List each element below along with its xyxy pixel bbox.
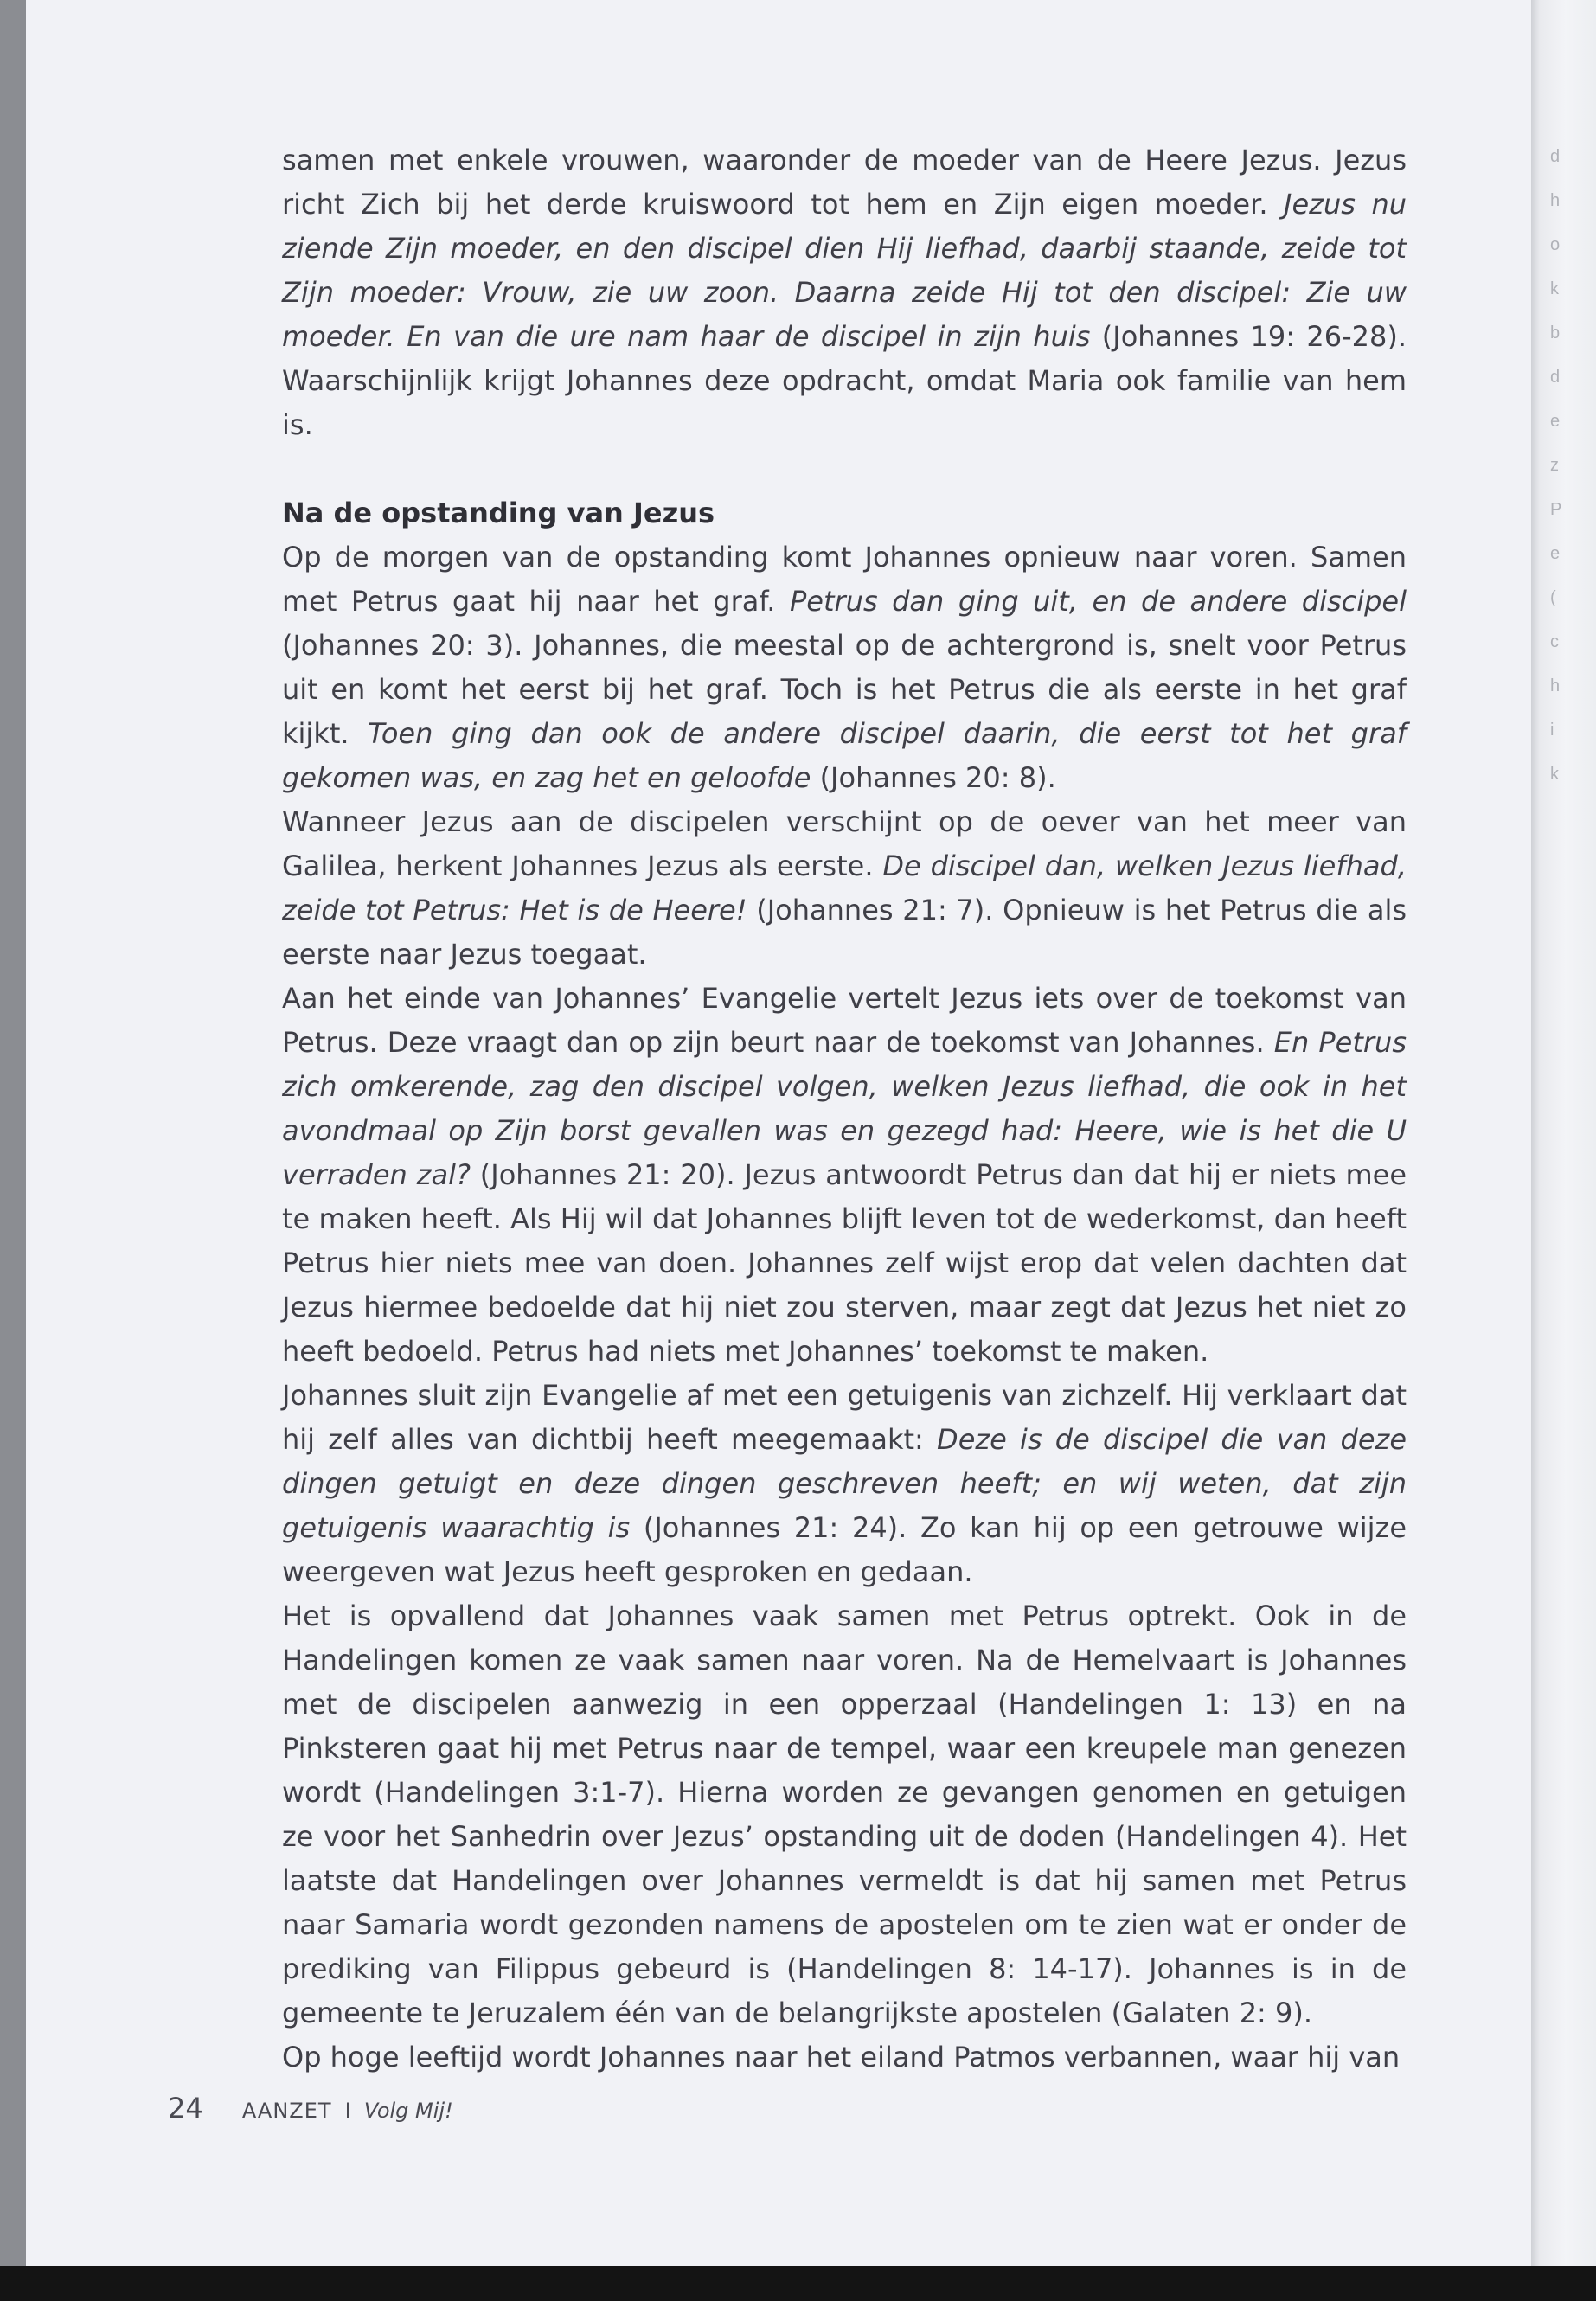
next-page-glyph: h <box>1550 676 1561 695</box>
text-run: (Johannes 20: 3). Johannes, die meestal op de achtergrond is, snelt voor Petrus uit en komt het eerst bij het graf. Toch is het Petrus die als eerste in het graf kijkt. <box>282 629 1407 750</box>
text-run: Aan het einde van Johannes’ Evangelie vertelt Jezus iets over de toekomst van Petrus. Deze vraagt dan op zijn beurt naar de toekomst van Johannes. <box>282 982 1407 1059</box>
text-run: Het is opvallend dat Johannes vaak samen met Petrus optrekt. Ook in de Handelingen komen ze vaak samen naar voren. Na de Hemelvaart is Johannes met de discipelen aanwezig in een opperzaal (Handelingen 1: 13) en na Pinksteren gaat hij met Petrus naar de tempel, waar een kreupele man genezen wordt (Handelingen 3:1-7). Hierna worden ze gevangen genomen en getuigen ze voor het Sanhedrin over Jezus’ opstanding uit de doden (Handelingen 4). Het laatste dat Handelingen over Johannes vermeldt is dat hij samen met Petrus naar Samaria wordt gezonden namens de apostelen om te zien wat er onder de prediking van Filippus gebeurd is (Handelingen 8: 14-17). Johannes is in de gemeente te Jeruzalem één van de belangrijkste apostelen (Galaten 2: 9). <box>282 1599 1407 2029</box>
next-page-glyph: k <box>1550 279 1559 298</box>
series-name: AANZET <box>241 2099 332 2123</box>
section-heading: Na de opstanding van Jezus <box>282 497 715 529</box>
paragraph <box>282 535 1407 800</box>
next-page-glyph: P <box>1550 500 1562 519</box>
next-page-glyph: e <box>1550 544 1561 563</box>
next-page-glyph: z <box>1550 456 1559 475</box>
next-page-glyph: d <box>1550 147 1561 166</box>
book-title: Volg Mij! <box>363 2099 453 2123</box>
bible-quote: Jezus nu ziende Zijn moeder, en den discipel dien Hij liefhad, daarbij staande, zeide tot Zijn moeder: Vrouw, zie uw zoon. Daarna zeide Hij tot den discipel: Zie uw moeder. En van die ure nam haar de discipel in zijn huis <box>282 188 1407 353</box>
paragraph-intro <box>282 138 1407 447</box>
next-page-glyph: h <box>1550 191 1561 210</box>
text-run: (Johannes 21: 7). Opnieuw is het Petrus die als eerste naar Jezus toegaat. <box>282 894 1407 971</box>
next-page-glyph: ( <box>1550 588 1556 607</box>
text-run: (Johannes 19: 26-28). Waarschijnlijk krijgt Johannes deze opdracht, omdat Maria ook familie van hem is. <box>282 320 1407 441</box>
bible-quote: En Petrus zich omkerende, zag den discipel volgen, welken Jezus liefhad, die ook in het avondmaal op Zijn borst gevallen was en gezegd had: Heere, wie is het die U verraden zal? <box>282 1026 1407 1191</box>
page-footer <box>168 2092 453 2125</box>
next-page-glyph: c <box>1550 632 1559 651</box>
text-run: Op de morgen van de opstanding komt Johannes opnieuw naar voren. Samen met Petrus gaat hij naar het graf. <box>282 541 1407 618</box>
bottom-dark-strip <box>0 2266 1596 2301</box>
section-paragraphs <box>282 535 1407 2080</box>
text-run: Wanneer Jezus aan de discipelen verschijnt op de oever van het meer van Galilea, herkent Johannes Jezus als eerste. <box>282 805 1407 882</box>
next-page-glyph: d <box>1550 368 1561 387</box>
text-run: (Johannes 20: 8). <box>811 761 1056 794</box>
body-text <box>282 138 1407 2080</box>
next-page-glyph: b <box>1550 324 1561 343</box>
footer-separator: I <box>344 2099 351 2123</box>
text-run: Op hoge leeftijd wordt Johannes naar het eiland Patmos verbannen, waar hij van <box>282 2041 1401 2073</box>
text-run: (Johannes 21: 24). Zo kan hij op een getrouwe wijze weergeven wat Jezus heeft gesproken en gedaan. <box>282 1511 1407 1588</box>
bible-quote: Toen ging dan ook de andere discipel daarin, die eerst tot het graf gekomen was, en zag het en geloofde <box>282 717 1407 794</box>
next-page-glyph: i <box>1550 721 1554 740</box>
paragraph <box>282 977 1407 1374</box>
text-run: (Johannes 21: 20). Jezus antwoordt Petrus dan dat hij er niets mee te maken heeft. Als Hij wil dat Johannes blijft leven tot de wederkomst, dan heeft Petrus hier niets mee van doen. Johannes zelf wijst erop dat velen dachten dat Jezus hiermee bedoelde dat hij niet zou sterven, maar zegt dat Jezus het niet zo heeft bedoeld. Petrus had niets met Johannes’ toekomst te maken. <box>282 1158 1407 1368</box>
paragraph <box>282 1594 1407 2035</box>
bible-quote: Deze is de discipel die van deze dingen getuigt en deze dingen geschreven heeft; en wij weten, dat zijn getuigenis waarachtig is <box>282 1423 1407 1544</box>
next-page-glyph: k <box>1550 765 1559 784</box>
next-page-glyph: e <box>1550 412 1561 431</box>
next-page-edge <box>1531 0 1596 2266</box>
paragraph <box>282 1374 1407 1594</box>
next-page-glyph: o <box>1550 235 1561 254</box>
text-run: Johannes sluit zijn Evangelie af met een getuigenis van zichzelf. Hij verklaart dat hij zelf alles van dichtbij heeft meegemaakt: <box>282 1379 1407 1456</box>
text-run: samen met enkele vrouwen, waaronder de moeder van de Heere Jezus. Jezus richt Zich bij het derde kruiswoord tot hem en Zijn eigen moeder. <box>282 144 1407 221</box>
bible-quote: Petrus dan ging uit, en de andere discipel <box>789 585 1407 618</box>
paragraph <box>282 800 1407 977</box>
paragraph <box>282 2035 1407 2080</box>
page-number: 24 <box>168 2092 203 2125</box>
bible-quote: De discipel dan, welken Jezus liefhad, zeide tot Petrus: Het is de Heere! <box>282 849 1407 926</box>
